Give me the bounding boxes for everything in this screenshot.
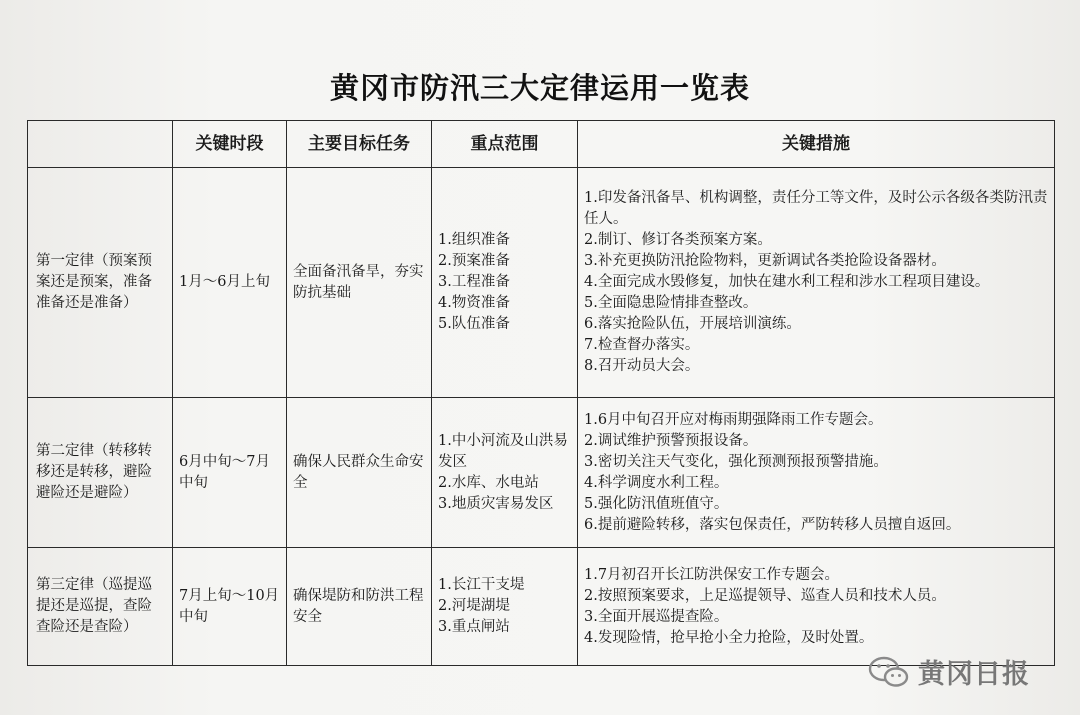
target-cell: 确保人民群众生命安全 bbox=[287, 398, 432, 548]
law-table bbox=[27, 120, 1055, 666]
measure-item: 7.检查督办落实。 bbox=[584, 337, 700, 353]
measure-item: 3.补充更换防汛抢险物料，更新调试各类抢险设备器材。 bbox=[584, 253, 946, 269]
measure-item: 8.召开动员大会。 bbox=[584, 358, 700, 374]
table-header-row bbox=[28, 121, 1055, 168]
measures-cell bbox=[578, 548, 1055, 666]
scope-item: 3.工程准备 bbox=[438, 274, 510, 290]
measure-item: 6.提前避险转移，落实包保责任，严防转移人员擅自返回。 bbox=[584, 516, 961, 533]
header-law bbox=[28, 121, 173, 168]
target-cell: 确保堤防和防洪工程安全 bbox=[287, 548, 432, 666]
watermark-text: 黄冈日报 bbox=[918, 659, 1030, 690]
scope-item: 5.队伍准备 bbox=[438, 316, 510, 332]
measures-cell bbox=[578, 398, 1055, 548]
table-row bbox=[28, 398, 1055, 548]
scope-item: 3.地质灾害易发区 bbox=[438, 495, 554, 512]
page-title: 黄冈市防汛三大定律运用一览表 bbox=[329, 71, 750, 105]
period-cell: 1月～6月上旬 bbox=[173, 168, 287, 398]
scope-item: 2.河堤湖堤 bbox=[438, 598, 510, 614]
scope-item: 3.重点闸站 bbox=[438, 619, 510, 635]
header-period: 关键时段 bbox=[173, 121, 287, 168]
measure-item: 5.全面隐患险情排查整改。 bbox=[584, 295, 758, 311]
law-cell: 第二定律（转移转移还是转移，避险避险还是避险） bbox=[28, 398, 173, 548]
measure-item: 2.按照预案要求，上足巡提领导、巡查人员和技术人员。 bbox=[584, 587, 946, 604]
measure-item: 4.科学调度水利工程。 bbox=[584, 474, 729, 491]
scope-item: 2.水库、水电站 bbox=[438, 474, 539, 491]
target-cell: 全面备汛备旱，夯实防抗基础 bbox=[287, 168, 432, 398]
measure-item: 3.密切关注天气变化，强化预测预报预警措施。 bbox=[584, 453, 888, 470]
measure-item: 4.全面完成水毁修复，加快在建水利工程和涉水工程项目建设。 bbox=[584, 274, 990, 290]
measure-item: 1.印发备汛备旱、机构调整，责任分工等文件，及时公示各级各类防汛责任人。 bbox=[584, 190, 1048, 227]
law-cell: 第一定律（预案预案还是预案，准备准备还是准备） bbox=[28, 168, 173, 398]
header-measures: 关键措施 bbox=[578, 121, 1055, 168]
measure-item: 3.全面开展巡提查险。 bbox=[584, 608, 729, 625]
measure-item: 5.强化防汛值班值守。 bbox=[584, 495, 729, 512]
measure-item: 6.落实抢险队伍，开展培训演练。 bbox=[584, 316, 801, 332]
law-cell: 第三定律（巡提巡提还是巡提，查险查险还是查险） bbox=[28, 548, 173, 666]
scope-item: 2.预案准备 bbox=[438, 253, 510, 269]
scope-item: 1.长江干支堤 bbox=[438, 577, 525, 593]
scope-item: 4.物资准备 bbox=[438, 295, 510, 311]
measure-item: 2.制订、修订各类预案方案。 bbox=[584, 232, 772, 248]
measures-cell bbox=[578, 168, 1055, 398]
table-row bbox=[28, 548, 1055, 666]
measure-item: 1.6月中旬召开应对梅雨期强降雨工作专题会。 bbox=[584, 411, 883, 428]
wechat-icon bbox=[868, 655, 910, 689]
measure-item: 2.调试维护预警预报设备。 bbox=[584, 432, 758, 449]
watermark bbox=[868, 652, 1030, 691]
header-target: 主要目标任务 bbox=[287, 121, 432, 168]
measure-item: 1.7月初召开长江防洪保安工作专题会。 bbox=[584, 566, 840, 583]
scope-cell bbox=[432, 168, 578, 398]
measure-item: 4.发现险情，抢早抢小全力抢险，及时处置。 bbox=[584, 629, 874, 646]
scope-cell bbox=[432, 398, 578, 548]
header-scope: 重点范围 bbox=[432, 121, 578, 168]
table-row bbox=[28, 168, 1055, 398]
period-cell: 6月中旬～7月中旬 bbox=[173, 398, 287, 548]
scope-item: 1.中小河流及山洪易发区 bbox=[438, 432, 568, 470]
scope-cell bbox=[432, 548, 578, 666]
scope-item: 1.组织准备 bbox=[438, 232, 510, 248]
period-cell: 7月上旬～10月中旬 bbox=[173, 548, 287, 666]
